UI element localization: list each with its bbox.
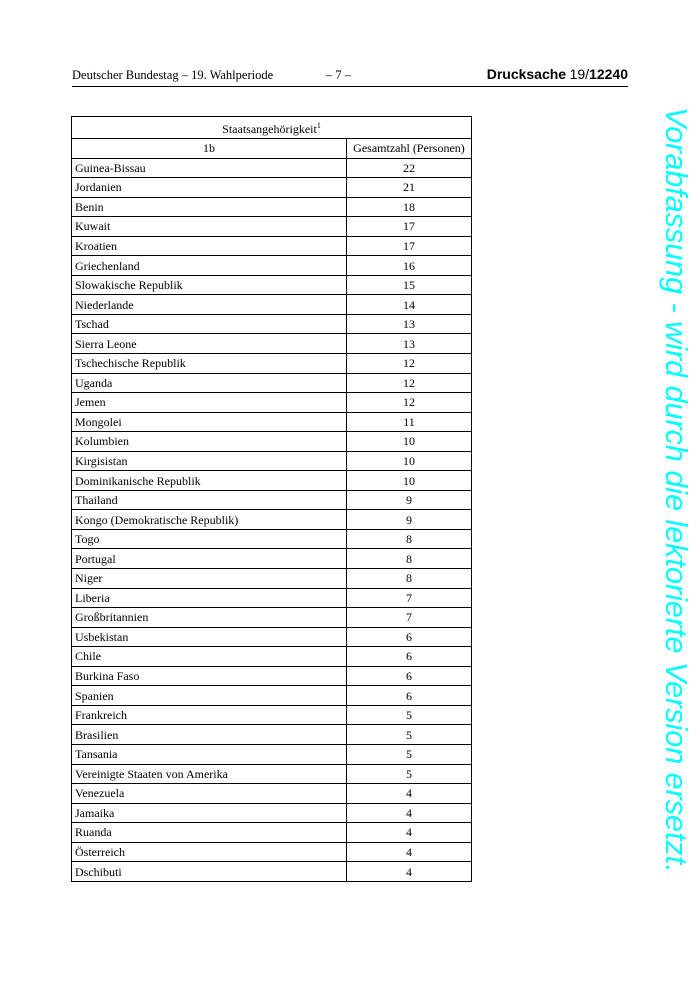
table-row [72, 295, 472, 315]
country-cell: Jordanien [72, 178, 347, 198]
country-cell: Guinea-Bissau [72, 158, 347, 178]
country-cell: Kongo (Demokratische Republik) [72, 510, 347, 530]
country-cell: Jemen [72, 393, 347, 413]
country-cell: Liberia [72, 588, 347, 608]
count-cell: 10 [347, 432, 472, 452]
table-row [72, 236, 472, 256]
country-cell: Niederlande [72, 295, 347, 315]
doc-label: Drucksache [486, 66, 567, 82]
table-row [72, 803, 472, 823]
country-cell: Vereinigte Staaten von Amerika [72, 764, 347, 784]
watermark-text: Vorabfassung - wird durch die lektorierte Version ersetzt. [659, 107, 693, 873]
count-cell: 8 [347, 529, 472, 549]
count-cell: 6 [347, 647, 472, 667]
table-row [72, 627, 472, 647]
count-cell: 5 [347, 705, 472, 725]
table-row [72, 725, 472, 745]
count-cell: 9 [347, 490, 472, 510]
count-cell: 22 [347, 158, 472, 178]
country-cell: Dominikanische Republik [72, 471, 347, 491]
table-row [72, 823, 472, 843]
count-cell: 4 [347, 784, 472, 804]
count-cell: 12 [347, 373, 472, 393]
table-row [72, 373, 472, 393]
table-row [72, 197, 472, 217]
table-row [72, 862, 472, 882]
table-row [72, 451, 472, 471]
count-cell: 11 [347, 412, 472, 432]
country-cell: Kroatien [72, 236, 347, 256]
country-cell: Burkina Faso [72, 666, 347, 686]
page-number: – 7 – [326, 68, 351, 82]
country-cell: Uganda [72, 373, 347, 393]
caption-text: Staatsangehörigkeit [222, 122, 317, 136]
table-row [72, 471, 472, 491]
country-cell: Sierra Leone [72, 334, 347, 354]
count-cell: 15 [347, 275, 472, 295]
country-cell: Tschechische Republik [72, 354, 347, 374]
table-row [72, 842, 472, 862]
table-row [72, 647, 472, 667]
country-cell: Jamaika [72, 803, 347, 823]
table-row [72, 784, 472, 804]
table-caption [72, 117, 472, 139]
table-row [72, 217, 472, 237]
table-row [72, 588, 472, 608]
count-cell: 14 [347, 295, 472, 315]
count-cell: 6 [347, 627, 472, 647]
table-row [72, 412, 472, 432]
table-header-row [72, 139, 472, 159]
column-header-count: Gesamtzahl (Personen) [347, 139, 472, 159]
count-cell: 12 [347, 354, 472, 374]
count-cell: 17 [347, 217, 472, 237]
table-row [72, 569, 472, 589]
doc-number: 12240 [589, 66, 628, 82]
country-cell: Österreich [72, 842, 347, 862]
table-row [72, 744, 472, 764]
table-row [72, 334, 472, 354]
count-cell: 4 [347, 842, 472, 862]
country-cell: Kolumbien [72, 432, 347, 452]
table-row [72, 256, 472, 276]
table-row [72, 490, 472, 510]
country-cell: Togo [72, 529, 347, 549]
page-header [72, 66, 628, 87]
country-cell: Dschibuti [72, 862, 347, 882]
table-row [72, 314, 472, 334]
count-cell: 13 [347, 314, 472, 334]
doc-prefix: 19/ [569, 66, 590, 82]
country-cell: Usbekistan [72, 627, 347, 647]
table-row [72, 686, 472, 706]
count-cell: 12 [347, 393, 472, 413]
table-row [72, 393, 472, 413]
table-row [72, 275, 472, 295]
count-cell: 21 [347, 178, 472, 198]
country-cell: Großbritannien [72, 608, 347, 628]
country-cell: Chile [72, 647, 347, 667]
count-cell: 7 [347, 588, 472, 608]
count-cell: 17 [347, 236, 472, 256]
table-row [72, 608, 472, 628]
table-row [72, 764, 472, 784]
draft-watermark [642, 107, 700, 907]
table-row [72, 549, 472, 569]
country-cell: Niger [72, 569, 347, 589]
count-cell: 4 [347, 803, 472, 823]
caption-footnote: 1 [316, 121, 321, 130]
count-cell: 4 [347, 862, 472, 882]
country-cell: Frankreich [72, 705, 347, 725]
count-cell: 5 [347, 744, 472, 764]
count-cell: 8 [347, 569, 472, 589]
count-cell: 10 [347, 471, 472, 491]
country-cell: Slowakische Republik [72, 275, 347, 295]
country-cell: Venezuela [72, 784, 347, 804]
table-caption-row [72, 117, 472, 139]
table-row [72, 666, 472, 686]
table-row [72, 510, 472, 530]
country-cell: Spanien [72, 686, 347, 706]
count-cell: 4 [347, 823, 472, 843]
table-row [72, 354, 472, 374]
country-cell: Mongolei [72, 412, 347, 432]
count-cell: 9 [347, 510, 472, 530]
country-cell: Portugal [72, 549, 347, 569]
country-cell: Brasilien [72, 725, 347, 745]
country-cell: Benin [72, 197, 347, 217]
count-cell: 6 [347, 686, 472, 706]
nationality-table [71, 116, 472, 882]
count-cell: 7 [347, 608, 472, 628]
count-cell: 8 [347, 549, 472, 569]
table-row [72, 432, 472, 452]
country-cell: Tansania [72, 744, 347, 764]
count-cell: 5 [347, 764, 472, 784]
count-cell: 5 [347, 725, 472, 745]
country-cell: Kuwait [72, 217, 347, 237]
count-cell: 10 [347, 451, 472, 471]
parliament-label: Deutscher Bundestag – 19. Wahlperiode [72, 68, 274, 82]
table-row [72, 705, 472, 725]
document-number [487, 66, 628, 84]
country-cell: Kirgisistan [72, 451, 347, 471]
count-cell: 16 [347, 256, 472, 276]
table-row [72, 178, 472, 198]
country-cell: Griechenland [72, 256, 347, 276]
country-cell: Thailand [72, 490, 347, 510]
country-cell: Tschad [72, 314, 347, 334]
column-header-country: 1b [72, 139, 347, 159]
count-cell: 6 [347, 666, 472, 686]
table-row [72, 529, 472, 549]
count-cell: 13 [347, 334, 472, 354]
table-row [72, 158, 472, 178]
count-cell: 18 [347, 197, 472, 217]
country-cell: Ruanda [72, 823, 347, 843]
